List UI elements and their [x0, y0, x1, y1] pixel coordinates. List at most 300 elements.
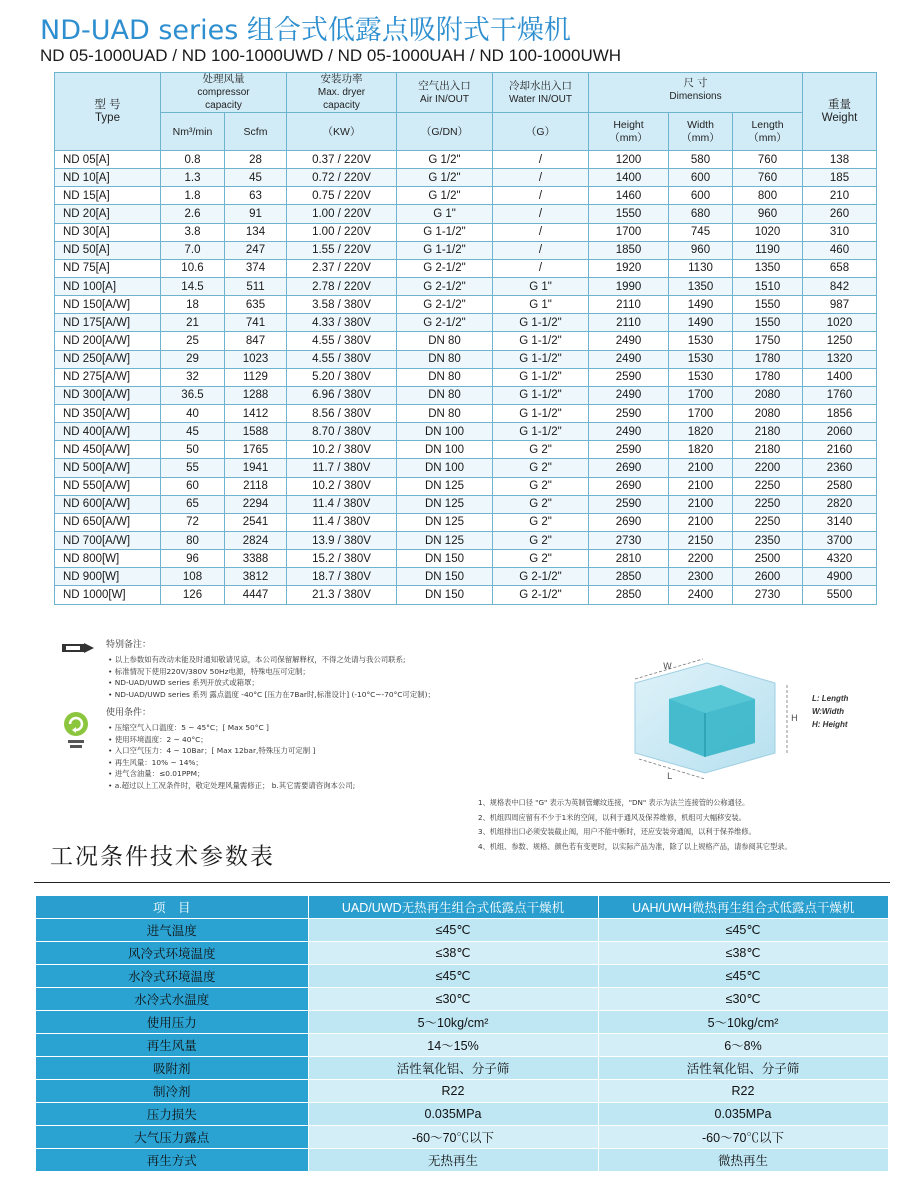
spec-cell: 50: [161, 441, 225, 459]
table-row: [36, 1010, 888, 1033]
spec-cell: 108: [161, 568, 225, 586]
spec-cell: DN 80: [397, 386, 493, 404]
table-row: [55, 441, 877, 459]
legend-length: L: Length: [812, 694, 849, 703]
spec-cell: DN 125: [397, 477, 493, 495]
col-dimensions: 尺 寸 Dimensions: [589, 73, 803, 113]
spec-cell: 3.58 / 380V: [287, 296, 397, 314]
table-row: [36, 1125, 888, 1148]
spec-cell: 800: [733, 187, 803, 205]
spec-cell: DN 125: [397, 495, 493, 513]
spec-cell: 4.55 / 380V: [287, 350, 397, 368]
model-cell: ND 500[A/W]: [55, 459, 161, 477]
spec-cell: 1780: [733, 350, 803, 368]
spec-cell: 11.4 / 380V: [287, 495, 397, 513]
table-row: [55, 531, 877, 549]
footnote: 4、机组、参数、规格、颜色若有变更时，以实际产品为准，除了以上规格产品，请参阅其它型录。: [478, 841, 792, 851]
table-row: [36, 1102, 888, 1125]
spec-cell: 2730: [733, 586, 803, 604]
spec-cell: 2300: [669, 568, 733, 586]
dimension-legend: [812, 692, 848, 731]
spec-cell: 2080: [733, 386, 803, 404]
spec-cell: 1023: [225, 350, 287, 368]
spec-cell: /: [493, 259, 589, 277]
condition-value: 无热再生: [308, 1148, 598, 1171]
spec-cell: 260: [803, 205, 877, 223]
spec-cell: 2160: [803, 441, 877, 459]
table-row: [36, 1148, 888, 1171]
condition-value: 活性氧化铝、分子筛: [308, 1056, 598, 1079]
spec-cell: 1320: [803, 350, 877, 368]
spec-cell: 1550: [733, 314, 803, 332]
condition-label: 水冷式水温度: [36, 987, 308, 1010]
spec-cell: DN 80: [397, 368, 493, 386]
table-row: [55, 368, 877, 386]
model-cell: ND 75[A]: [55, 259, 161, 277]
spec-cell: G 2-1/2": [397, 259, 493, 277]
model-cell: ND 300[A/W]: [55, 386, 161, 404]
condition-value: ≤45℃: [598, 964, 888, 987]
model-cell: ND 200[A/W]: [55, 332, 161, 350]
spec-cell: G 2-1/2": [493, 568, 589, 586]
col-capacity: 处理风量 compressor capacity: [161, 73, 287, 113]
condition-value: 5～10kg/cm²: [308, 1010, 598, 1033]
spec-cell: DN 100: [397, 459, 493, 477]
spec-cell: 1288: [225, 386, 287, 404]
spec-cell: 987: [803, 296, 877, 314]
spec-cell: 91: [225, 205, 287, 223]
spec-cell: 2490: [589, 332, 669, 350]
spec-cell: DN 100: [397, 441, 493, 459]
spec-cell: 0.72 / 220V: [287, 169, 397, 187]
spec-cell: 1941: [225, 459, 287, 477]
spec-cell: 580: [669, 151, 733, 169]
spec-cell: 2590: [589, 495, 669, 513]
spec-cell: 760: [733, 169, 803, 187]
spec-cell: 600: [669, 187, 733, 205]
condition-label: 再生风量: [36, 1033, 308, 1056]
condition-label: 压力损失: [36, 1102, 308, 1125]
model-cell: ND 50[A]: [55, 241, 161, 259]
table-row: [55, 423, 877, 441]
spec-cell: 2690: [589, 459, 669, 477]
spec-cell: 1400: [803, 368, 877, 386]
condition-value: ≤38℃: [308, 941, 598, 964]
spec-cell: 40: [161, 404, 225, 422]
spec-cell: 14.5: [161, 277, 225, 295]
spec-cell: 1588: [225, 423, 287, 441]
spec-cell: 21.3 / 380V: [287, 586, 397, 604]
table-row: [55, 187, 877, 205]
condition-value: -60～70℃以下: [598, 1125, 888, 1148]
spec-cell: 10.2 / 380V: [287, 477, 397, 495]
table-row: [36, 1033, 888, 1056]
recycle-icon: [62, 710, 90, 750]
spec-cell: 247: [225, 241, 287, 259]
spec-cell: 29: [161, 350, 225, 368]
condition-value: 14～15%: [308, 1033, 598, 1056]
cond-header-uad: UAD/UWD无热再生组合式低露点干燥机: [308, 896, 598, 918]
condition-item: • 压缩空气入口温度：5 ~ 45°C；[ Max 50°C ]: [108, 722, 488, 734]
spec-cell: 460: [803, 241, 877, 259]
spec-cell: 1.00 / 220V: [287, 223, 397, 241]
condition-label: 制冷剂: [36, 1079, 308, 1102]
spec-cell: 2500: [733, 550, 803, 568]
table-row: [55, 151, 877, 169]
spec-cell: DN 80: [397, 350, 493, 368]
spec-cell: 2490: [589, 423, 669, 441]
unit-nm3: Nm³/min: [161, 113, 225, 151]
condition-label: 风冷式环境温度: [36, 941, 308, 964]
spec-cell: 45: [225, 169, 287, 187]
footnotes: [478, 796, 898, 854]
spec-cell: 1412: [225, 404, 287, 422]
model-cell: ND 350[A/W]: [55, 404, 161, 422]
spec-cell: 1856: [803, 404, 877, 422]
spec-cell: 600: [669, 169, 733, 187]
condition-label: 进气温度: [36, 918, 308, 941]
usage-conditions-list: [108, 722, 488, 791]
spec-cell: 0.75 / 220V: [287, 187, 397, 205]
spec-cell: 185: [803, 169, 877, 187]
spec-cell: 2820: [803, 495, 877, 513]
table-row: [55, 386, 877, 404]
spec-cell: 2110: [589, 314, 669, 332]
table-row: [55, 169, 877, 187]
condition-value: 6～8%: [598, 1033, 888, 1056]
table-row: [55, 568, 877, 586]
spec-cell: 658: [803, 259, 877, 277]
spec-cell: /: [493, 241, 589, 259]
spec-cell: 60: [161, 477, 225, 495]
spec-cell: DN 125: [397, 531, 493, 549]
spec-cell: 1.00 / 220V: [287, 205, 397, 223]
spec-cell: G 1/2": [397, 169, 493, 187]
special-notes-title: 特别备注：: [106, 640, 152, 650]
spec-cell: 2580: [803, 477, 877, 495]
table-row: [55, 332, 877, 350]
spec-cell: G 2": [493, 513, 589, 531]
spec-cell: 2118: [225, 477, 287, 495]
spec-cell: 1510: [733, 277, 803, 295]
footnote: 2、机组四周应留有不少于1米的空间，以利于通风及保养维修，机组可大幅移安装。: [478, 812, 746, 822]
col-power: 安装功率 Max. dryer capacity: [287, 73, 397, 113]
spec-cell: 3140: [803, 513, 877, 531]
spec-cell: 2060: [803, 423, 877, 441]
model-cell: ND 450[A/W]: [55, 441, 161, 459]
table-row: [36, 1079, 888, 1102]
spec-cell: 2730: [589, 531, 669, 549]
spec-cell: 2590: [589, 368, 669, 386]
table-row: [55, 205, 877, 223]
table-row: [55, 241, 877, 259]
spec-cell: 960: [733, 205, 803, 223]
model-cell: ND 700[A/W]: [55, 531, 161, 549]
spec-cell: G 1-1/2": [493, 423, 589, 441]
spec-cell: 1460: [589, 187, 669, 205]
spec-cell: 2100: [669, 513, 733, 531]
condition-value: ≤30℃: [308, 987, 598, 1010]
spec-cell: G 2": [493, 459, 589, 477]
section-divider: [34, 882, 890, 883]
spec-cell: 2490: [589, 386, 669, 404]
spec-cell: 2200: [669, 550, 733, 568]
spec-cell: 3812: [225, 568, 287, 586]
col-air: 空气出入口 Air IN/OUT: [397, 73, 493, 113]
spec-cell: 635: [225, 296, 287, 314]
unit-kw: （KW）: [287, 113, 397, 151]
spec-cell: 210: [803, 187, 877, 205]
spec-cell: 2400: [669, 586, 733, 604]
spec-cell: 1760: [803, 386, 877, 404]
spec-cell: 1850: [589, 241, 669, 259]
condition-value: 0.035MPa: [308, 1102, 598, 1125]
spec-cell: G 2": [493, 477, 589, 495]
spec-cell: G 1-1/2": [493, 314, 589, 332]
condition-value: R22: [308, 1079, 598, 1102]
condition-value: R22: [598, 1079, 888, 1102]
spec-cell: DN 100: [397, 423, 493, 441]
col-water: 冷却水出入口 Water IN/OUT: [493, 73, 589, 113]
condition-value: 5～10kg/cm²: [598, 1010, 888, 1033]
condition-value: 微热再生: [598, 1148, 888, 1171]
spec-cell: 11.7 / 380V: [287, 459, 397, 477]
spec-cell: 45: [161, 423, 225, 441]
spec-cell: 28: [225, 151, 287, 169]
condition-value: ≤38℃: [598, 941, 888, 964]
spec-cell: 2250: [733, 513, 803, 531]
spec-cell: 511: [225, 277, 287, 295]
spec-cell: G 2-1/2": [397, 314, 493, 332]
spec-cell: DN 80: [397, 332, 493, 350]
legend-width: W:Width: [812, 707, 845, 716]
spec-cell: G 1": [493, 296, 589, 314]
condition-item: • 使用环境温度：2 ~ 40°C；: [108, 734, 488, 746]
spec-cell: 745: [669, 223, 733, 241]
special-note: • ND-UAD/UWD series 系列 露点温度 -40°C [压力在7Bar时,标准设计] (-10°C~-70°C可定制)；: [108, 689, 488, 701]
usage-conditions-title: 使用条件：: [106, 708, 152, 718]
spec-cell: 134: [225, 223, 287, 241]
h-label: H: [791, 714, 798, 724]
spec-cell: 2110: [589, 296, 669, 314]
spec-cell: 96: [161, 550, 225, 568]
condition-value: ≤45℃: [308, 918, 598, 941]
spec-cell: 6.96 / 380V: [287, 386, 397, 404]
spec-cell: G 2": [493, 495, 589, 513]
spec-cell: 1530: [669, 350, 733, 368]
table-row: [36, 964, 888, 987]
spec-cell: G 2-1/2": [493, 586, 589, 604]
table-row: [55, 296, 877, 314]
spec-cell: 2.37 / 220V: [287, 259, 397, 277]
spec-cell: 1490: [669, 314, 733, 332]
spec-cell: 1920: [589, 259, 669, 277]
table-row: [55, 459, 877, 477]
spec-cell: 1530: [669, 332, 733, 350]
spec-cell: 2850: [589, 586, 669, 604]
spec-cell: 2690: [589, 513, 669, 531]
special-note: • 标准情况下使用220V/380V 50Hz电源，特殊电压可定制；: [108, 666, 488, 678]
model-cell: ND 15[A]: [55, 187, 161, 205]
conditions-section-title: 工况条件技术参数表: [50, 844, 275, 870]
spec-cell: G 1-1/2": [493, 386, 589, 404]
spec-cell: 2.6: [161, 205, 225, 223]
model-cell: ND 10[A]: [55, 169, 161, 187]
spec-cell: 4.55 / 380V: [287, 332, 397, 350]
condition-label: 水冷式环境温度: [36, 964, 308, 987]
spec-cell: 1.3: [161, 169, 225, 187]
table-row: [55, 477, 877, 495]
spec-cell: G 1": [397, 205, 493, 223]
spec-cell: 1.8: [161, 187, 225, 205]
spec-cell: 72: [161, 513, 225, 531]
spec-cell: 126: [161, 586, 225, 604]
model-cell: ND 1000[W]: [55, 586, 161, 604]
spec-cell: 36.5: [161, 386, 225, 404]
spec-cell: 1820: [669, 441, 733, 459]
spec-cell: 32: [161, 368, 225, 386]
spec-cell: G 1-1/2": [493, 332, 589, 350]
spec-cell: 55: [161, 459, 225, 477]
model-cell: ND 800[W]: [55, 550, 161, 568]
spec-cell: 138: [803, 151, 877, 169]
model-cell: ND 650[A/W]: [55, 513, 161, 531]
spec-cell: 3700: [803, 531, 877, 549]
spec-cell: G 1-1/2": [493, 404, 589, 422]
condition-value: ≤45℃: [598, 918, 888, 941]
model-cell: ND 30[A]: [55, 223, 161, 241]
spec-cell: 18: [161, 296, 225, 314]
table-row: [55, 495, 877, 513]
spec-cell: 842: [803, 277, 877, 295]
spec-cell: 1765: [225, 441, 287, 459]
spec-cell: 8.70 / 380V: [287, 423, 397, 441]
spec-cell: 10.6: [161, 259, 225, 277]
spec-cell: 1250: [803, 332, 877, 350]
condition-item: • 进气含油量：≤0.01PPM；: [108, 768, 488, 780]
unit-gdn: （G/DN）: [397, 113, 493, 151]
spec-cell: 2490: [589, 350, 669, 368]
special-notes-list: [108, 654, 488, 700]
spec-cell: /: [493, 205, 589, 223]
spec-cell: 1200: [589, 151, 669, 169]
spec-cell: 0.8: [161, 151, 225, 169]
spec-cell: 11.4 / 380V: [287, 513, 397, 531]
spec-cell: 1700: [669, 404, 733, 422]
table-row: [55, 586, 877, 604]
condition-value: 活性氧化铝、分子筛: [598, 1056, 888, 1079]
spec-cell: 1990: [589, 277, 669, 295]
spec-cell: G 1/2": [397, 187, 493, 205]
col-length: Length （mm）: [733, 113, 803, 151]
spec-cell: 960: [669, 241, 733, 259]
spec-table: [54, 72, 877, 605]
footnote: 1、规格表中口径 "G" 表示为英制管螺纹连接，"DN" 表示为法兰连接管的公称通径。: [478, 798, 750, 807]
condition-value: 0.035MPa: [598, 1102, 888, 1125]
spec-cell: 847: [225, 332, 287, 350]
spec-cell: 2350: [733, 531, 803, 549]
table-row: [55, 513, 877, 531]
spec-cell: 1.55 / 220V: [287, 241, 397, 259]
spec-cell: 2150: [669, 531, 733, 549]
spec-cell: 8.56 / 380V: [287, 404, 397, 422]
spec-cell: 13.9 / 380V: [287, 531, 397, 549]
spec-cell: 2250: [733, 477, 803, 495]
condition-value: ≤30℃: [598, 987, 888, 1010]
table-row: [55, 277, 877, 295]
spec-cell: /: [493, 169, 589, 187]
model-cell: ND 400[A/W]: [55, 423, 161, 441]
table-row: [55, 550, 877, 568]
condition-value: -60～70℃以下: [308, 1125, 598, 1148]
spec-cell: 1550: [733, 296, 803, 314]
cond-header-uah: UAH/UWH微热再生组合式低露点干燥机: [598, 896, 888, 918]
spec-cell: 2850: [589, 568, 669, 586]
spec-cell: 2590: [589, 441, 669, 459]
spec-cell: 2100: [669, 477, 733, 495]
spec-cell: 2541: [225, 513, 287, 531]
spec-cell: DN 150: [397, 586, 493, 604]
spec-cell: 2824: [225, 531, 287, 549]
condition-label: 使用压力: [36, 1010, 308, 1033]
condition-item: • a.超过以上工况条件时，敬定处理风量需修正； b.其它需要请咨询本公司;: [108, 780, 488, 792]
special-note: • 以上参数如有改动未能及时通知敬请见谅，本公司保留解释权，不得之处请与我公司联系;: [108, 654, 488, 666]
spec-cell: 2250: [733, 495, 803, 513]
spec-cell: 1350: [669, 277, 733, 295]
spec-cell: 680: [669, 205, 733, 223]
spec-cell: 741: [225, 314, 287, 332]
spec-cell: 310: [803, 223, 877, 241]
spec-cell: 2200: [733, 459, 803, 477]
spec-cell: 2600: [733, 568, 803, 586]
condition-value: ≤45℃: [308, 964, 598, 987]
spec-cell: 2294: [225, 495, 287, 513]
spec-cell: G 1": [493, 277, 589, 295]
spec-cell: 1400: [589, 169, 669, 187]
spec-cell: 1820: [669, 423, 733, 441]
model-cell: ND 150[A/W]: [55, 296, 161, 314]
model-cell: ND 05[A]: [55, 151, 161, 169]
page-title: ND-UAD series 组合式低露点吸附式干燥机: [40, 15, 571, 46]
spec-cell: 5500: [803, 586, 877, 604]
table-row: [55, 404, 877, 422]
col-width: Width （mm）: [669, 113, 733, 151]
cond-header-item: 项 目: [36, 896, 308, 918]
spec-cell: DN 150: [397, 568, 493, 586]
spec-cell: 1780: [733, 368, 803, 386]
condition-item: • 再生风量：10% ~ 14%；: [108, 757, 488, 769]
table-row: [36, 918, 888, 941]
spec-cell: 3388: [225, 550, 287, 568]
spec-cell: DN 125: [397, 513, 493, 531]
spec-cell: 1020: [733, 223, 803, 241]
spec-cell: 25: [161, 332, 225, 350]
col-height: Height （mm）: [589, 113, 669, 151]
spec-cell: 1550: [589, 205, 669, 223]
spec-cell: 4320: [803, 550, 877, 568]
spec-cell: 4900: [803, 568, 877, 586]
table-row: [36, 1056, 888, 1079]
spec-cell: 65: [161, 495, 225, 513]
spec-cell: G 1-1/2": [397, 223, 493, 241]
table-row: [55, 259, 877, 277]
spec-cell: 0.37 / 220V: [287, 151, 397, 169]
col-weight: 重量 Weight: [803, 73, 877, 151]
spec-cell: G 2": [493, 441, 589, 459]
model-cell: ND 175[A/W]: [55, 314, 161, 332]
unit-scfm: Scfm: [225, 113, 287, 151]
spec-cell: 1190: [733, 241, 803, 259]
